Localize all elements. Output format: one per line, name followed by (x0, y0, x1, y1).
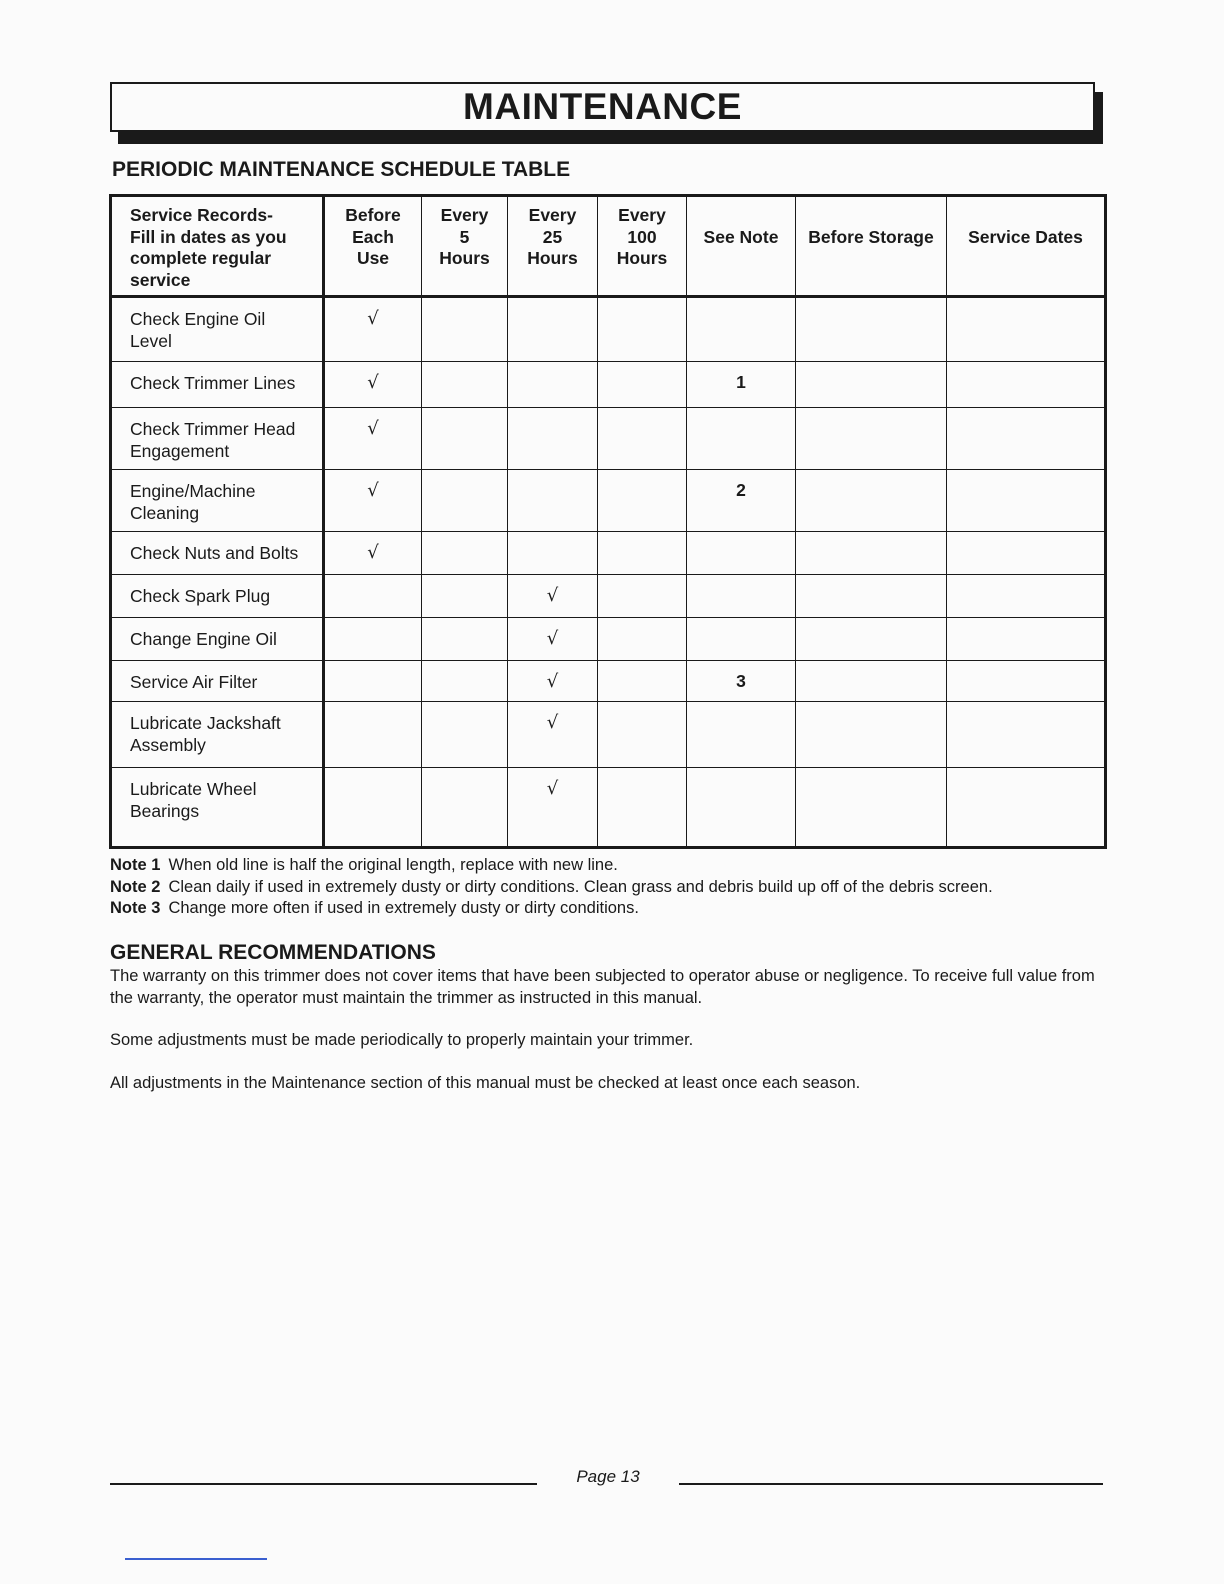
cell-before-each-use (324, 618, 422, 661)
row-label-line: Check Trimmer Lines (130, 373, 296, 393)
header-line: Hours (616, 248, 668, 268)
cell-every-25 (508, 702, 598, 768)
cell-every-25 (508, 575, 598, 618)
cell-every-100 (598, 408, 687, 470)
note-text: Clean daily if used in extremely dusty or dirty conditions. Clean grass and debris build up off of the debris screen. (168, 877, 993, 896)
cell-before-storage (796, 618, 947, 661)
table-row (111, 532, 1106, 575)
cell-every-100 (598, 362, 687, 408)
cell-every-25 (508, 470, 598, 532)
row-label-line: Engine/Machine (130, 481, 256, 501)
cell-before-storage (796, 297, 947, 362)
cell-see-note (687, 618, 796, 661)
header-line: Before Storage (808, 227, 934, 247)
cell-before-storage (796, 702, 947, 768)
check-mark: √ (367, 542, 379, 563)
cell-every-5 (422, 768, 508, 848)
cell-service-dates (947, 532, 1106, 575)
row-label-line: Lubricate Jackshaft (130, 713, 281, 733)
row-label-line: Cleaning (130, 502, 200, 523)
cell-every-5 (422, 362, 508, 408)
row-label (111, 362, 324, 408)
row-label-line: Assembly (130, 734, 206, 755)
row-label-line: Engagement (130, 440, 230, 461)
row-label-line: Level (130, 330, 172, 351)
row-label (111, 532, 324, 575)
header-see-note (687, 196, 796, 297)
header-line: Each (352, 226, 394, 247)
row-label-line: Bearings (130, 800, 200, 821)
cell-before-storage (796, 362, 947, 408)
header-line: See Note (703, 227, 779, 247)
cell-every-5 (422, 470, 508, 532)
check-mark: √ (367, 308, 379, 329)
header-every-5-hours (422, 196, 508, 297)
check-mark: √ (546, 628, 559, 649)
cell-before-each-use (324, 297, 422, 362)
header-line: Hours (439, 248, 490, 268)
cell-before-storage (796, 661, 947, 702)
note-3 (110, 898, 993, 920)
cell-see-note (687, 661, 796, 702)
cell-see-note (687, 470, 796, 532)
note-text: When old line is half the original length, replace with new line. (168, 856, 618, 874)
cell-before-each-use (324, 408, 422, 470)
table-row (111, 618, 1106, 661)
cell-service-dates (947, 702, 1106, 768)
paragraph: The warranty on this trimmer does not cover items that have been subjected to operator abuse or negligence. To receive full value from the warranty, the operator must maintain the trimmer as instructed in this manual. (110, 967, 1095, 1007)
cell-service-dates (947, 297, 1106, 362)
row-label (111, 618, 324, 661)
row-label (111, 702, 324, 768)
cell-every-25 (508, 618, 598, 661)
cell-every-25 (508, 408, 598, 470)
header-before-storage (796, 196, 947, 297)
check-mark: √ (546, 671, 559, 692)
cell-service-dates (947, 768, 1106, 848)
cell-before-each-use (324, 470, 422, 532)
row-label-line: Check Engine Oil (130, 309, 266, 329)
cell-before-storage (796, 575, 947, 618)
maintenance-schedule-table (109, 194, 1107, 849)
cell-service-dates (947, 618, 1106, 661)
cell-every-25 (508, 362, 598, 408)
cell-every-25 (508, 768, 598, 848)
header-line: 25 (542, 226, 563, 247)
paragraph: Some adjustments must be made periodically to properly maintain your trimmer. (110, 1031, 694, 1049)
cell-every-5 (422, 661, 508, 702)
footer-rule-left (110, 1483, 537, 1485)
title-banner (110, 82, 1103, 144)
table-row (111, 362, 1106, 408)
row-label (111, 470, 324, 532)
cell-before-each-use (324, 661, 422, 702)
cell-every-5 (422, 618, 508, 661)
cell-before-each-use (324, 362, 422, 408)
header-line: Service Records- (130, 205, 273, 225)
row-label-line: Lubricate Wheel (130, 779, 257, 799)
header-line: Hours (527, 248, 578, 268)
header-line: Every (528, 205, 577, 225)
table-row (111, 702, 1106, 768)
note-label: Note 2 (110, 877, 161, 896)
header-service-records (111, 196, 324, 297)
check-mark: √ (367, 480, 379, 501)
notes-section (110, 855, 993, 920)
check-mark: √ (546, 712, 559, 733)
cell-before-each-use (324, 575, 422, 618)
page-title: MAINTENANCE (110, 82, 1095, 132)
table-row (111, 661, 1106, 702)
cell-every-100 (598, 618, 687, 661)
cell-before-storage (796, 768, 947, 848)
row-label (111, 408, 324, 470)
row-label-line: Check Nuts and Bolts (130, 543, 299, 563)
cell-every-25 (508, 297, 598, 362)
row-label (111, 768, 324, 848)
header-before-each-use (324, 196, 422, 297)
header-every-100-hours (598, 196, 687, 297)
paragraph: All adjustments in the Maintenance section of this manual must be checked at least once each season. (110, 1073, 861, 1092)
header-service-dates (947, 196, 1106, 297)
row-label (111, 297, 324, 362)
table-row (111, 470, 1106, 532)
cell-service-dates (947, 575, 1106, 618)
header-line: 100 (627, 226, 657, 247)
cell-before-each-use (324, 768, 422, 848)
cell-see-note (687, 297, 796, 362)
table-header-row (111, 196, 1106, 297)
note-1 (110, 855, 993, 877)
table-row (111, 575, 1106, 618)
cell-every-25 (508, 532, 598, 575)
table-row (111, 408, 1106, 470)
row-label-line: Check Trimmer Head (130, 419, 296, 439)
header-line: Fill in dates as you (130, 226, 287, 247)
cell-before-storage (796, 408, 947, 470)
cell-every-100 (598, 661, 687, 702)
header-line: service (130, 269, 191, 290)
cell-see-note (687, 362, 796, 408)
cell-service-dates (947, 661, 1106, 702)
note-2 (110, 877, 993, 899)
cell-every-5 (422, 575, 508, 618)
cell-every-5 (422, 297, 508, 362)
cell-see-note (687, 408, 796, 470)
check-mark: √ (546, 778, 559, 799)
cell-every-5 (422, 408, 508, 470)
header-line: Every (440, 205, 489, 225)
cell-see-note (687, 702, 796, 768)
header-line: Use (356, 248, 390, 268)
cell-every-25 (508, 661, 598, 702)
cell-see-note (687, 532, 796, 575)
cell-every-100 (598, 702, 687, 768)
note-reference: 2 (736, 480, 746, 500)
note-label: Note 1 (110, 856, 161, 874)
cell-before-each-use (324, 532, 422, 575)
cell-see-note (687, 575, 796, 618)
table-row (111, 297, 1106, 362)
page-number: Page 13 (576, 1467, 640, 1486)
note-text: Change more often if used in extremely dusty or dirty conditions. (168, 899, 639, 917)
note-reference: 1 (736, 372, 746, 392)
cell-every-100 (598, 532, 687, 575)
header-line: complete regular (130, 248, 272, 268)
cell-every-100 (598, 297, 687, 362)
cell-every-5 (422, 702, 508, 768)
header-every-25-hours (508, 196, 598, 297)
general-recommendations-title: GENERAL RECOMMENDATIONS (110, 941, 436, 964)
cell-before-each-use (324, 702, 422, 768)
cell-before-storage (796, 532, 947, 575)
cell-service-dates (947, 470, 1106, 532)
cell-every-100 (598, 470, 687, 532)
cell-service-dates (947, 362, 1106, 408)
header-line: 5 (459, 226, 470, 247)
schedule-title: PERIODIC MAINTENANCE SCHEDULE TABLE (112, 158, 571, 181)
cell-every-5 (422, 532, 508, 575)
note-label: Note 3 (110, 899, 161, 917)
row-label (111, 661, 324, 702)
scan-artifact-line (125, 1558, 267, 1560)
cell-every-100 (598, 575, 687, 618)
cell-see-note (687, 768, 796, 848)
check-mark: √ (367, 418, 379, 439)
cell-every-100 (598, 768, 687, 848)
row-label-line: Change Engine Oil (130, 629, 277, 649)
cell-service-dates (947, 408, 1106, 470)
header-line: Before (345, 205, 401, 225)
check-mark: √ (367, 372, 379, 393)
schedule-body (111, 297, 1106, 848)
row-label-line: Check Spark Plug (130, 586, 271, 606)
general-recommendations-body (110, 966, 1110, 1115)
cell-before-storage (796, 470, 947, 532)
table-row (111, 768, 1106, 848)
header-line: Every (618, 205, 666, 225)
row-label (111, 575, 324, 618)
check-mark: √ (546, 585, 559, 606)
row-label-line: Service Air Filter (130, 672, 258, 692)
header-line: Service Dates (968, 227, 1083, 247)
footer-rule-right (679, 1483, 1103, 1485)
note-reference: 3 (736, 671, 746, 691)
